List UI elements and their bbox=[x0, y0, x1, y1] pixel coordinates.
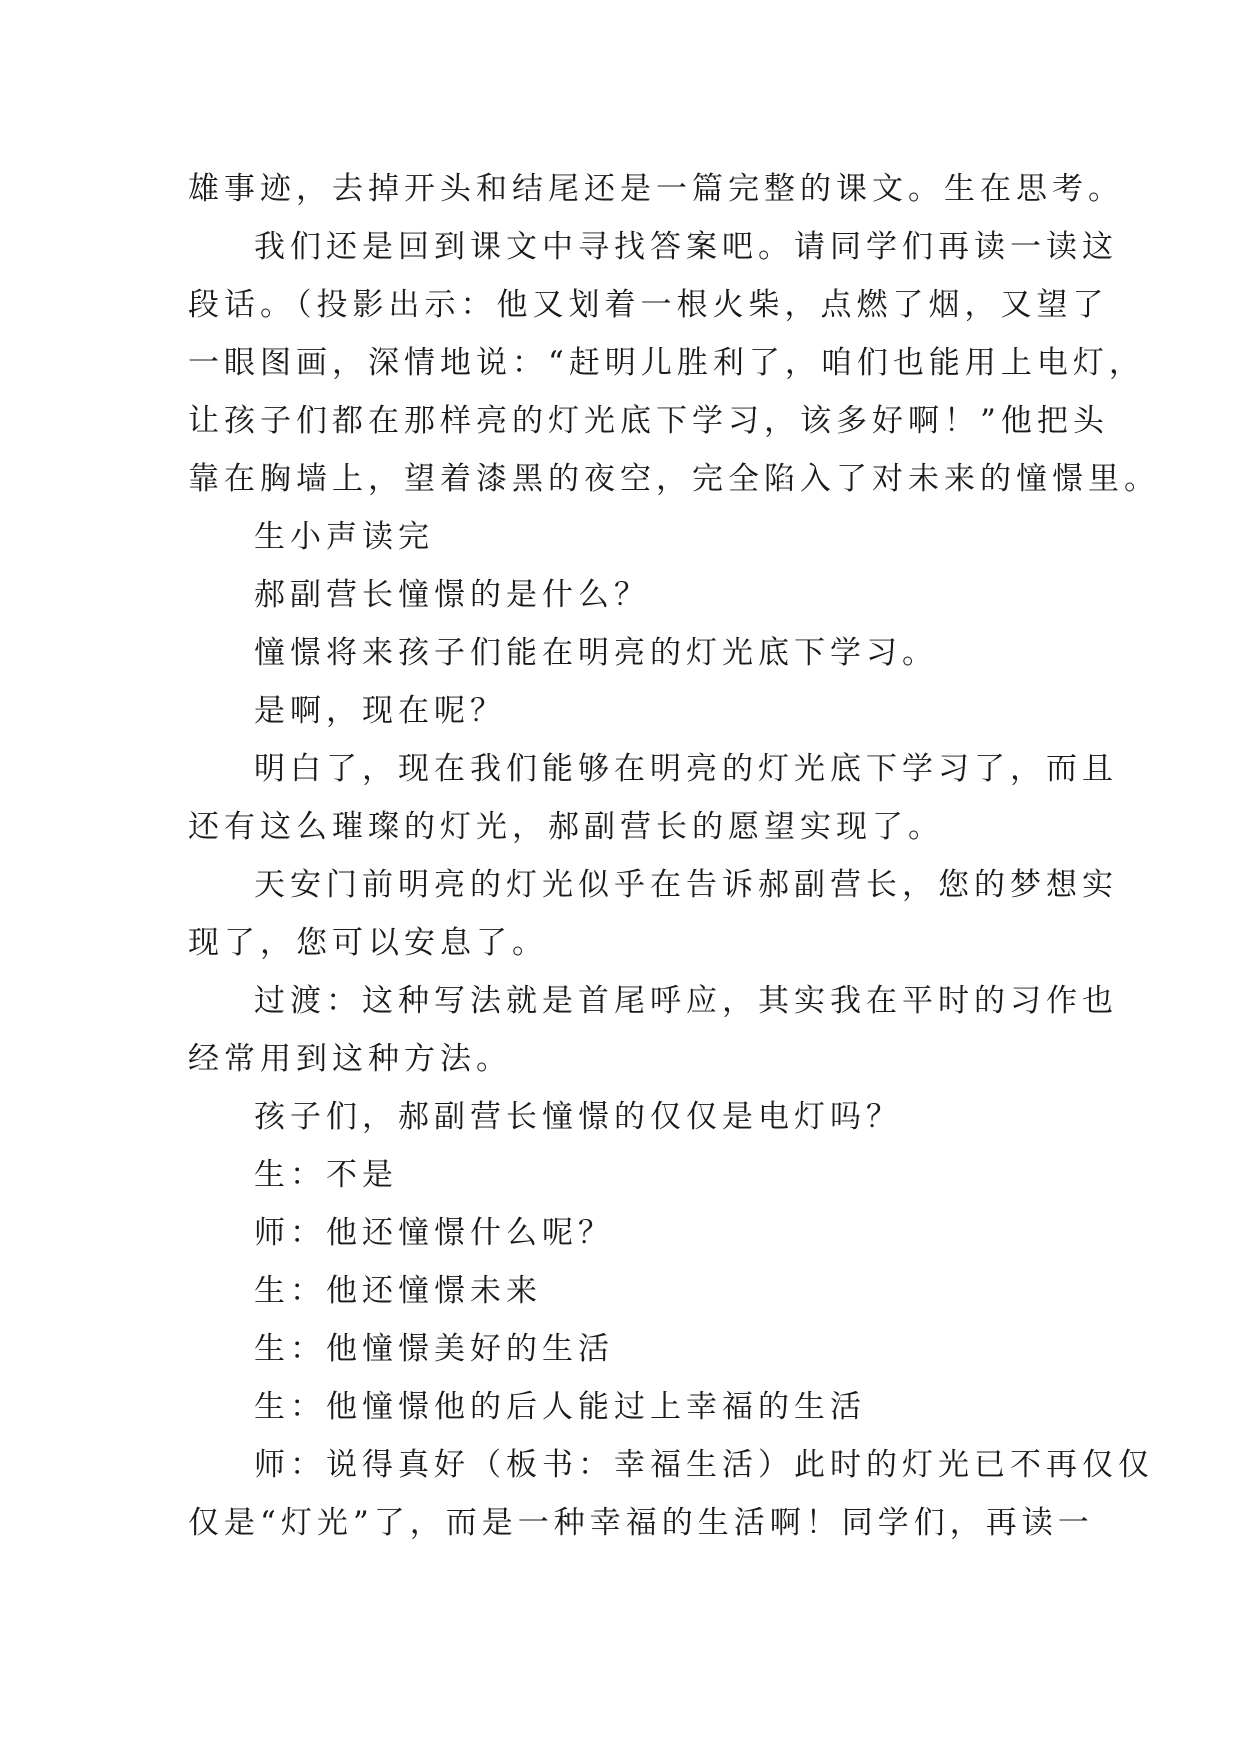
text-line: 憧憬将来孩子们能在明亮的灯光底下学习。 bbox=[254, 635, 938, 671]
text-line: 生：他还憧憬未来 bbox=[254, 1273, 542, 1309]
text-line: 过渡：这种写法就是首尾呼应，其实我在平时的习作也 bbox=[254, 983, 1118, 1019]
text-line: 还有这么璀璨的灯光，郝副营长的愿望实现了。 bbox=[188, 809, 944, 845]
text-line: 郝副营长憧憬的是什么？ bbox=[254, 577, 650, 613]
text-line: 雄事迹，去掉开头和结尾还是一篇完整的课文。生在思考。 bbox=[188, 171, 1124, 207]
text-line: 仅是“灯光”了，而是一种幸福的生活啊！同学们，再读一 bbox=[188, 1505, 1094, 1541]
text-line: 师：说得真好（板书：幸福生活）此时的灯光已不再仅仅 bbox=[254, 1447, 1154, 1483]
text-line: 段话。（投影出示：他又划着一根火柴，点燃了烟，又望了 bbox=[188, 287, 1109, 323]
text-line: 是啊，现在呢？ bbox=[254, 693, 506, 729]
text-line: 靠在胸墙上，望着漆黑的夜空，完全陷入了对未来的憧憬里。 bbox=[188, 461, 1160, 497]
text-line: 生：他憧憬美好的生活 bbox=[254, 1331, 614, 1367]
text-line: 明白了，现在我们能够在明亮的灯光底下学习了，而且 bbox=[254, 751, 1118, 787]
text-line: 我们还是回到课文中寻找答案吧。请同学们再读一读这 bbox=[254, 229, 1118, 265]
text-line: 生：不是 bbox=[254, 1157, 398, 1193]
text-line: 生小声读完 bbox=[254, 519, 434, 555]
text-line: 孩子们，郝副营长憧憬的仅仅是电灯吗？ bbox=[254, 1099, 902, 1135]
document-body bbox=[188, 160, 1160, 1552]
text-line: 经常用到这种方法。 bbox=[188, 1041, 512, 1077]
text-line: 现了，您可以安息了。 bbox=[188, 925, 548, 961]
text-line: 一眼图画，深情地说：“赶明儿胜利了，咱们也能用上电灯， bbox=[188, 345, 1145, 381]
text-line: 让孩子们都在那样亮的灯光底下学习，该多好啊！”他把头 bbox=[188, 403, 1109, 439]
text-line: 生：他憧憬他的后人能过上幸福的生活 bbox=[254, 1389, 866, 1425]
text-line: 师：他还憧憬什么呢？ bbox=[254, 1215, 614, 1251]
text-line: 天安门前明亮的灯光似乎在告诉郝副营长，您的梦想实 bbox=[254, 867, 1118, 903]
